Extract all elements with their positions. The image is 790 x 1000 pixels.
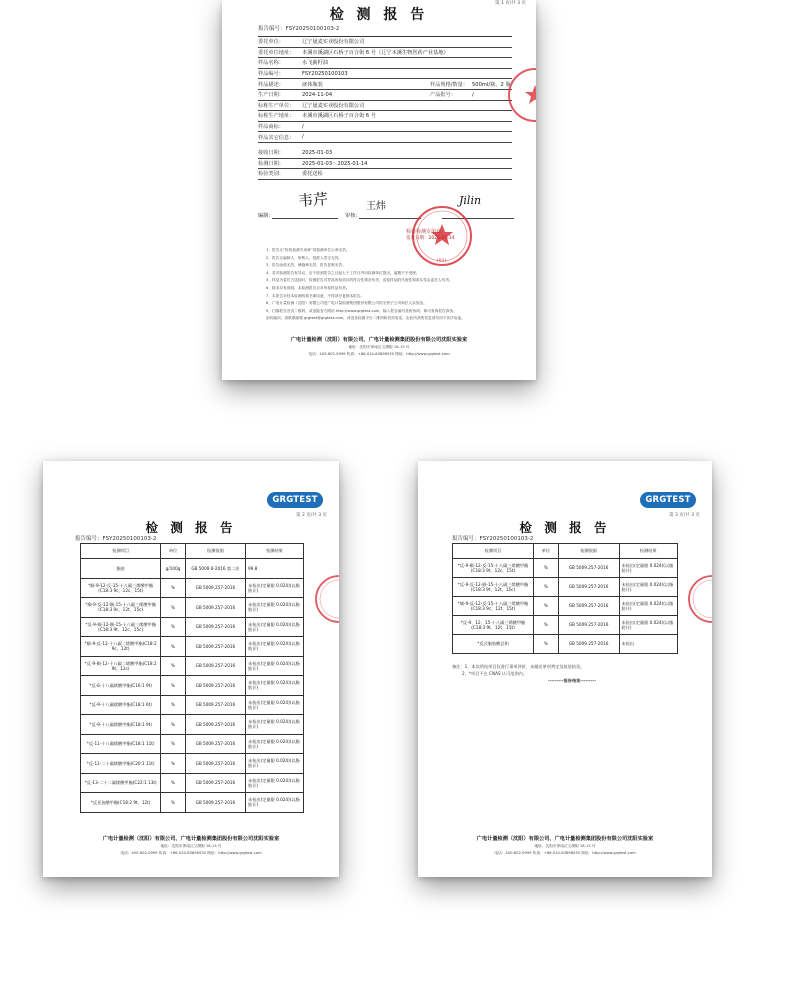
note-line: 5、样品为委托方送检时，检测报告对样品所检项目的符合性情况负责，送检样品的代表性和真实性由委托人负责。 xyxy=(266,278,453,283)
report-page-3 xyxy=(418,461,712,877)
footer-address: 地址：沈阳市浑南区文溯街 16-13 号 xyxy=(348,345,410,349)
note-line: 9、扫描报告首页二维码，或登陆官方网站 http://www.grgtest.com，输入报告编号及防伪码，即可查询报告真伪。 xyxy=(266,308,457,313)
info-label: 标称生产单位： xyxy=(258,102,295,109)
info-row xyxy=(258,159,512,170)
table-row xyxy=(81,754,304,774)
results-table xyxy=(80,543,304,813)
report-title: 检 测 报 告 xyxy=(329,7,429,23)
note-line: 6、除非另有说明，本检测报告仅对所检样品负责。 xyxy=(266,285,350,290)
info-label: 样品名称： xyxy=(258,60,284,67)
item-cell: *反-9-顺-12-十八碳二烯酸甲酯(C18:2 9t、12c) xyxy=(81,656,161,676)
unit-cell: % xyxy=(161,695,186,715)
info-value: FSY20250100103 xyxy=(302,70,348,77)
results-table xyxy=(452,543,678,654)
unit-cell: % xyxy=(161,734,186,754)
editor-line xyxy=(272,218,338,219)
info-label: 样品编号： xyxy=(258,71,284,78)
result-cell: 未检出(定量限 0.024)(以脂肪计) xyxy=(246,578,304,598)
table-row xyxy=(81,715,304,735)
table-header-cell: 检测依据 xyxy=(185,544,245,559)
info-row xyxy=(258,90,512,101)
edge-seal-graphic xyxy=(313,573,339,625)
info-label: 检测日期： xyxy=(258,160,284,167)
info-value: / xyxy=(302,134,304,141)
item-cell: *反-13-二十二碳烯酸甲酯(C22:1 13t) xyxy=(81,773,161,793)
footer-contact: 电话：400-602-0999 传真：+86-024-83896530 网址：http://www.grgtest.com xyxy=(308,352,450,356)
method-cell: GB 5009.6-2016 第二法 xyxy=(185,559,245,579)
result-cell: 未检出(定量限 0.024)(以脂肪计) xyxy=(619,616,678,635)
method-cell: GB 5009.257-2016 xyxy=(558,635,619,654)
method-cell: GB 5009.257-2016 xyxy=(185,773,245,793)
table-header-cell: 单位 xyxy=(161,544,186,559)
stamp-title: 检验检测专用章 xyxy=(406,229,442,235)
reviewer-label: 审核： xyxy=(345,213,361,219)
note-line: 3、报告涂改无效，骑缝章无效，报告复制无效。 xyxy=(266,263,346,268)
table-row xyxy=(81,793,304,813)
stamp-code: (01) xyxy=(437,259,447,264)
result-cell: 未检出(定量限 0.024)(以脂肪计) xyxy=(246,617,304,637)
report-notes xyxy=(266,247,516,323)
result-cell: 99.8 xyxy=(246,559,304,579)
result-cell: 未检出(定量限 0.024)(以脂肪计) xyxy=(619,578,678,597)
table-row xyxy=(81,559,304,579)
page-number: 第 2 页/共 3 页 xyxy=(296,513,327,518)
info-label: 样品商标： xyxy=(258,124,284,131)
unit-cell: % xyxy=(534,616,559,635)
item-cell: *顺-9-反-12-反-15-十八碳三烯酸甲酯(C18:3 9c、12t、15t) xyxy=(453,597,534,616)
sample-info-block xyxy=(258,36,512,180)
info-label: 委托单位： xyxy=(258,39,284,46)
item-cell: *反亚油酸甲酯(C18:2 9t、12t) xyxy=(81,793,161,813)
edge-seal xyxy=(686,573,712,625)
table-header-cell: 检测项目 xyxy=(81,544,161,559)
grgtest-logo: GRGTEST xyxy=(267,492,323,508)
table-row xyxy=(81,637,304,657)
item-cell: *反-9、12、15-十八碳三烯酸甲酯(C18:3 9t、12t、15t) xyxy=(453,616,534,635)
result-cell: 未检出(定量限 0.024)(以脂肪计) xyxy=(246,773,304,793)
note-line: 如有疑问，请联系邮箱 grgtest@grgtest.com，或登录检测平台二维码和有效电话，由此所获的信息请勿用于非法用途。 xyxy=(266,316,465,321)
editor-signature: 韦芹 xyxy=(297,189,329,211)
page-number: 第 1 页/共 3 页 xyxy=(495,1,526,6)
info-row xyxy=(258,111,512,122)
table-row xyxy=(81,578,304,598)
info-value: 500ml/瓶，2 瓶 xyxy=(472,81,511,88)
item-cell: *反-9-十八碳烯酸甲酯(C18:1 9t) xyxy=(81,715,161,735)
unit-cell: % xyxy=(161,637,186,657)
unit-cell: % xyxy=(161,578,186,598)
report-end-mark: ---------报告结束--------- xyxy=(547,678,597,683)
method-cell: GB 5009.257-2016 xyxy=(185,598,245,618)
info-value: 委托送检 xyxy=(302,171,323,178)
info-label: 样品规格/数量： xyxy=(430,81,469,88)
remark-line-2: 2、*项目不在 CNAS 认可范围内。 xyxy=(462,671,528,676)
result-cell: 未检出(定量限 0.024)(以脂肪计) xyxy=(619,597,678,616)
reviewer-signature: 王炜 xyxy=(366,201,386,212)
result-cell: 未检出(定量限 0.024)(以脂肪计) xyxy=(246,715,304,735)
item-cell: *反式脂肪酸总和 xyxy=(453,635,534,654)
method-cell: GB 5009.257-2016 xyxy=(185,578,245,598)
page-footer xyxy=(418,835,712,856)
item-cell: *反-11-十八碳烯酸甲酯(C18:1 11t) xyxy=(81,734,161,754)
info-row xyxy=(258,69,512,80)
footer-contact: 电话：400-602-0999 传真：+86-024-83896530 网址：http://www.grgtest.com xyxy=(494,851,636,855)
footer-contact: 电话：400-602-0999 传真：+86-024-83896530 网址：http://www.grgtest.com xyxy=(120,851,262,855)
info-label: 产品批号： xyxy=(430,92,456,99)
method-cell: GB 5009.257-2016 xyxy=(558,597,619,616)
note-line: 8、广电计量检测（沈阳）有限公司是广电计量检测集团股份有限公司的全资子公司和法人实验室。 xyxy=(266,301,427,306)
info-label: 样品描述： xyxy=(258,81,284,88)
result-cell: 未检出(定量限 0.024)(以脂肪计) xyxy=(246,793,304,813)
result-cell: 未检出(定量限 0.024)(以脂肪计) xyxy=(246,734,304,754)
remarks-block xyxy=(452,663,692,684)
method-cell: GB 5009.257-2016 xyxy=(185,656,245,676)
info-label: 委托单位地址： xyxy=(258,49,295,56)
info-row xyxy=(258,148,512,159)
table-row xyxy=(81,676,304,696)
item-cell: *顺-9-12-反-15-十八碳三烯酸甲酯(C18:3 9c、12c、15t) xyxy=(81,578,161,598)
report-number: 报告编号：FSY20250100103-2 xyxy=(75,536,157,542)
table-row xyxy=(81,773,304,793)
report-number: 报告编号：FSY20250100103-2 xyxy=(258,26,340,32)
info-value: 2025-01-03 xyxy=(302,149,333,156)
unit-cell: % xyxy=(534,597,559,616)
info-value: 辽宁晟麦实业股份有限公司 xyxy=(302,102,365,109)
table-row xyxy=(81,656,304,676)
info-row xyxy=(258,37,512,48)
footer-address: 地址：沈阳市浑南区文溯街 16-13 号 xyxy=(160,844,222,848)
item-cell: *反-9-顺-12-反-15-十八碳三烯酸甲酯(C18:3 9t、12c、15t) xyxy=(453,559,534,578)
info-value: 2025-01-03～2025-01-14 xyxy=(302,160,368,167)
item-cell: 脂肪 xyxy=(81,559,161,579)
table-row xyxy=(453,635,678,654)
info-value: / xyxy=(302,123,304,130)
method-cell: GB 5009.257-2016 xyxy=(185,676,245,696)
result-cell: 未检出(定量限 0.024)(以脂肪计) xyxy=(246,637,304,657)
footer-company: 广电计量检测（沈阳）有限公司、广电计量检测集团股份有限公司沈阳实验室 xyxy=(290,337,468,343)
note-line: 7、本报告未经本检测机构书面同意，不得部分复制本报告。 xyxy=(266,293,365,298)
edge-seal-graphic xyxy=(506,66,536,124)
method-cell: GB 5009.257-2016 xyxy=(558,616,619,635)
edge-seal xyxy=(313,573,339,625)
unit-cell: % xyxy=(161,676,186,696)
info-label: 生产日期： xyxy=(258,92,284,99)
report-page-2 xyxy=(43,461,339,877)
info-label: 检验类别： xyxy=(258,171,284,178)
method-cell: GB 5009.257-2016 xyxy=(185,715,245,735)
table-row xyxy=(81,617,304,637)
info-row xyxy=(258,58,512,69)
page-footer xyxy=(222,336,536,357)
item-cell: *顺-9-反-12-顺-15-十八碳三烯酸甲酯(C18:3 9c、12t、15c) xyxy=(81,598,161,618)
footer-address: 地址：沈阳市浑南区文溯街 16-13 号 xyxy=(534,844,596,848)
info-label: 标称生产地址： xyxy=(258,113,295,120)
method-cell: GB 5009.257-2016 xyxy=(185,734,245,754)
info-row xyxy=(258,79,512,90)
table-row xyxy=(453,616,678,635)
approver-signature: Jilin xyxy=(459,194,482,207)
table-row xyxy=(453,597,678,616)
page-footer xyxy=(43,835,339,856)
item-cell: *顺-9-反-12-十八碳二烯酸甲酯(C18:2 9c、12t) xyxy=(81,637,161,657)
method-cell: GB 5009.257-2016 xyxy=(185,793,245,813)
unit-cell: % xyxy=(534,559,559,578)
grgtest-logo: GRGTEST xyxy=(640,492,696,508)
table-row xyxy=(453,559,678,578)
info-row xyxy=(258,48,512,59)
table-row xyxy=(81,734,304,754)
note-line: 4、若对检测报告有异议，应于收到报告之日起七个工作日内向检测单位提出，逾期不予受理。 xyxy=(266,270,420,275)
info-value: 辽宁晟麦实业股份有限公司 xyxy=(302,39,365,46)
unit-cell: % xyxy=(161,793,186,813)
unit-cell: % xyxy=(161,598,186,618)
method-cell: GB 5009.257-2016 xyxy=(185,637,245,657)
table-row xyxy=(81,598,304,618)
unit-cell: % xyxy=(161,754,186,774)
editor-label: 编制： xyxy=(258,213,274,219)
signature-area xyxy=(258,185,514,225)
info-value: 本溪市溪湖区石桥子百合街 6 号（辽宁本溪生物医药产业基地） xyxy=(302,49,449,56)
result-cell: 未检出(定量限 0.024)(以脂肪计) xyxy=(246,598,304,618)
info-value: / xyxy=(472,91,474,98)
table-header-cell: 检测依据 xyxy=(558,544,619,559)
info-row xyxy=(258,122,512,133)
unit-cell: % xyxy=(534,635,559,654)
table-row xyxy=(453,578,678,597)
table-header-cell: 检测项目 xyxy=(453,544,534,559)
result-cell: 未检出(定量限 0.024)(以脂肪计) xyxy=(246,754,304,774)
table-header-cell: 检测结果 xyxy=(619,544,678,559)
result-cell: 未检出(定量限 0.024)(以脂肪计) xyxy=(619,559,678,578)
item-cell: *反-11-二十碳烯酸甲酯(C20:1 11t) xyxy=(81,754,161,774)
edge-seal-graphic xyxy=(686,573,712,625)
note-line: 2、报告无编制人、审核人、批准人签字无效。 xyxy=(266,255,343,260)
table-header-row xyxy=(81,544,304,559)
remark-line-1: 备注：1、本次所检项目仅进行事项评价，未做出单项判定及检验结论。 xyxy=(452,664,585,669)
unit-cell: % xyxy=(161,773,186,793)
page-number: 第 3 页/共 3 页 xyxy=(669,513,700,518)
report-page-1 xyxy=(222,0,536,380)
footer-company: 广电计量检测（沈阳）有限公司、广电计量检测集团股份有限公司沈阳实验室 xyxy=(476,836,654,842)
info-value: 本溪市溪湖区石桥子百合街 6 号 xyxy=(302,113,377,120)
unit-cell: % xyxy=(534,578,559,597)
result-cell: 未检出(定量限 0.024)(以脂肪计) xyxy=(246,676,304,696)
report-title: 检 测 报 告 xyxy=(145,520,237,535)
table-row xyxy=(81,695,304,715)
method-cell: GB 5009.257-2016 xyxy=(185,695,245,715)
info-row xyxy=(258,169,512,180)
table-header-row xyxy=(453,544,678,559)
unit-cell: g/100g xyxy=(161,559,186,579)
method-cell: GB 5009.257-2016 xyxy=(558,559,619,578)
result-cell: 未检出(定量限 0.024)(以脂肪计) xyxy=(246,656,304,676)
method-cell: GB 5009.257-2016 xyxy=(185,754,245,774)
note-line: 1、报告无“检验检测专用章”或检测单位公章无效。 xyxy=(266,248,350,252)
method-cell: GB 5009.257-2016 xyxy=(558,578,619,597)
stamp-date: 签发日期：2025-01-14 xyxy=(406,236,455,241)
edge-seal xyxy=(506,66,536,124)
result-cell: 未检出 xyxy=(619,635,678,654)
method-cell: GB 5009.257-2016 xyxy=(185,617,245,637)
result-cell: 未检出(定量限 0.024)(以脂肪计) xyxy=(246,695,304,715)
info-value: 液体瓶装 xyxy=(302,81,323,88)
info-value: 水飞蓟籽油 xyxy=(302,60,328,67)
table-header-cell: 检测结果 xyxy=(246,544,304,559)
unit-cell: % xyxy=(161,656,186,676)
info-label: 样品其它信息： xyxy=(258,134,295,141)
report-number: 报告编号：FSY20250100103-2 xyxy=(452,536,534,542)
info-value: 2024-11-04 xyxy=(302,91,333,98)
item-cell: *反-6-十八碳烯酸甲酯(C16:1 9t) xyxy=(81,676,161,696)
footer-company: 广电计量检测（沈阳）有限公司、广电计量检测集团股份有限公司沈阳实验室 xyxy=(102,836,280,842)
unit-cell: % xyxy=(161,617,186,637)
info-row xyxy=(258,101,512,112)
info-row xyxy=(258,132,512,143)
item-cell: *反-9-十八碳烯酸甲酯(C18:1 6t) xyxy=(81,695,161,715)
info-label: 接收日期： xyxy=(258,150,284,157)
item-cell: *反-9-反-12-顺-15-十八碳三烯酸甲酯(C18:3 9t、12t、15c) xyxy=(453,578,534,597)
unit-cell: % xyxy=(161,715,186,735)
report-title: 检 测 报 告 xyxy=(519,520,611,535)
table-header-cell: 单位 xyxy=(534,544,559,559)
item-cell: *反-9-顺-12-顺-15-十八碳三烯酸甲酯(C18:3 9t、12c、15c) xyxy=(81,617,161,637)
